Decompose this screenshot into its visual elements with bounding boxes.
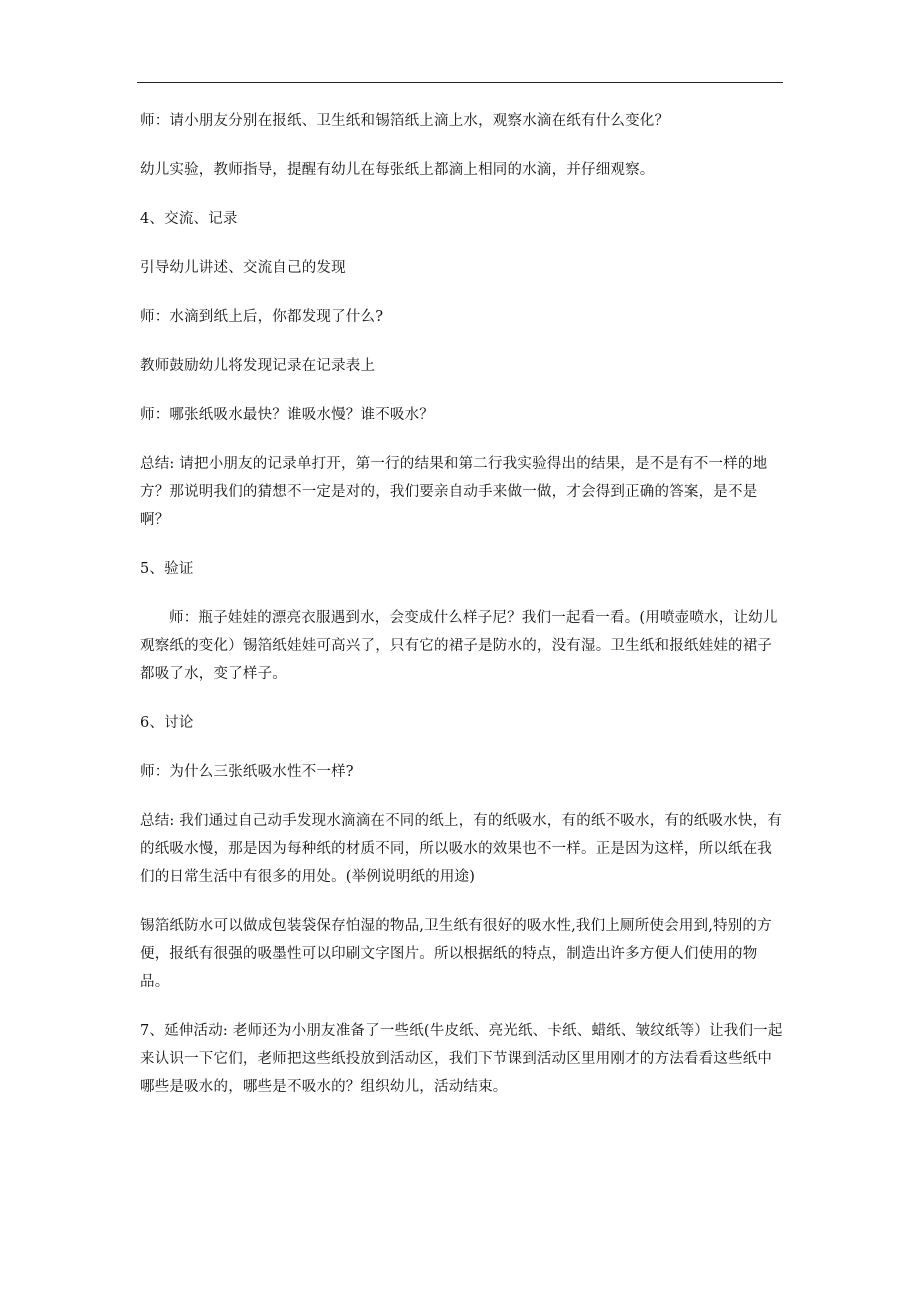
section-heading-exchange-record: 4、交流、记录 — [140, 211, 238, 227]
paragraph-teacher-question-why: 师：为什么三张纸吸水性不一样? — [140, 764, 354, 780]
section-heading-verify: 5、验证 — [140, 561, 194, 577]
paragraph-teacher-question-drops: 师：请小朋友分别在报纸、卫生纸和锡箔纸上滴上水，观察水滴在纸有什么变化？ — [140, 113, 670, 129]
paragraph-summary-materials: 总结: 我们通过自己动手发现水滴滴在不同的纸上，有的纸吸水，有的纸不吸水，有的纸吸水快，有的纸吸水慢，那是因为每种纸的材质不同，所以吸水的效果也不一样。正是因为这样，所以纸在我们的日常生活中有很多的用处。(举例说明纸的用途) — [140, 813, 782, 885]
paragraph-teacher-question-absorb: 师：哪张纸吸水最快？谁吸水慢？谁不吸水？ — [140, 407, 434, 423]
paragraph-child-experiment: 幼儿实验，教师指导，提醒有幼儿在每张纸上都滴上相同的水滴，并仔细观察。 — [140, 162, 655, 178]
paragraph-summary-record-sheet: 总结: 请把小朋友的记录单打开，第一行的结果和第二行我实验得出的结果，是不是有不一样的地方？那说明我们的猜想不一定是对的，我们要亲自动手来做一做，才会得到正确的答案，是不是啊？ — [140, 456, 768, 528]
paragraph-paper-uses: 锡箔纸防水可以做成包装袋保存怕湿的物品,卫生纸有很好的吸水性,我们上厕所使会用到,特别的方便，报纸有很强的吸墨性可以印刷文字图片。所以根据纸的特点，制造出许多方便人们使用的物品。 — [140, 918, 772, 990]
paragraph-encourage-record: 教师鼓励幼儿将发现记录在记录表上 — [140, 358, 376, 374]
paragraph-extension-activity: 7、延伸活动: 老师还为小朋友准备了一些纸(牛皮纸、亮光纸、卡纸、蜡纸、皱纹纸等）让我们一起来认识一下它们，老师把这些纸投放到活动区，我们下节课到活动区里用刚才的方法看看这些纸中哪些是吸水的，哪些是不吸水的？组织幼儿，活动结束。 — [140, 1023, 783, 1095]
header-rule — [137, 82, 783, 83]
paragraph-teacher-question-discovery: 师：水滴到纸上后，你都发现了什么? — [140, 309, 384, 325]
document-body — [140, 107, 784, 1101]
section-heading-discuss: 6、讨论 — [140, 715, 194, 731]
paragraph-guide-children: 引导幼儿讲述、交流自己的发现 — [140, 260, 346, 276]
paragraph-bottle-doll: 师：瓶子娃娃的漂亮衣服遇到水，会变成什么样子尼？我们一起看一看。(用喷壶喷水，让幼儿观察纸的变化）锡箔纸娃娃可高兴了，只有它的裙子是防水的，没有湿。卫生纸和报纸娃娃的裙子都吸了水，变了样子。 — [140, 610, 778, 682]
